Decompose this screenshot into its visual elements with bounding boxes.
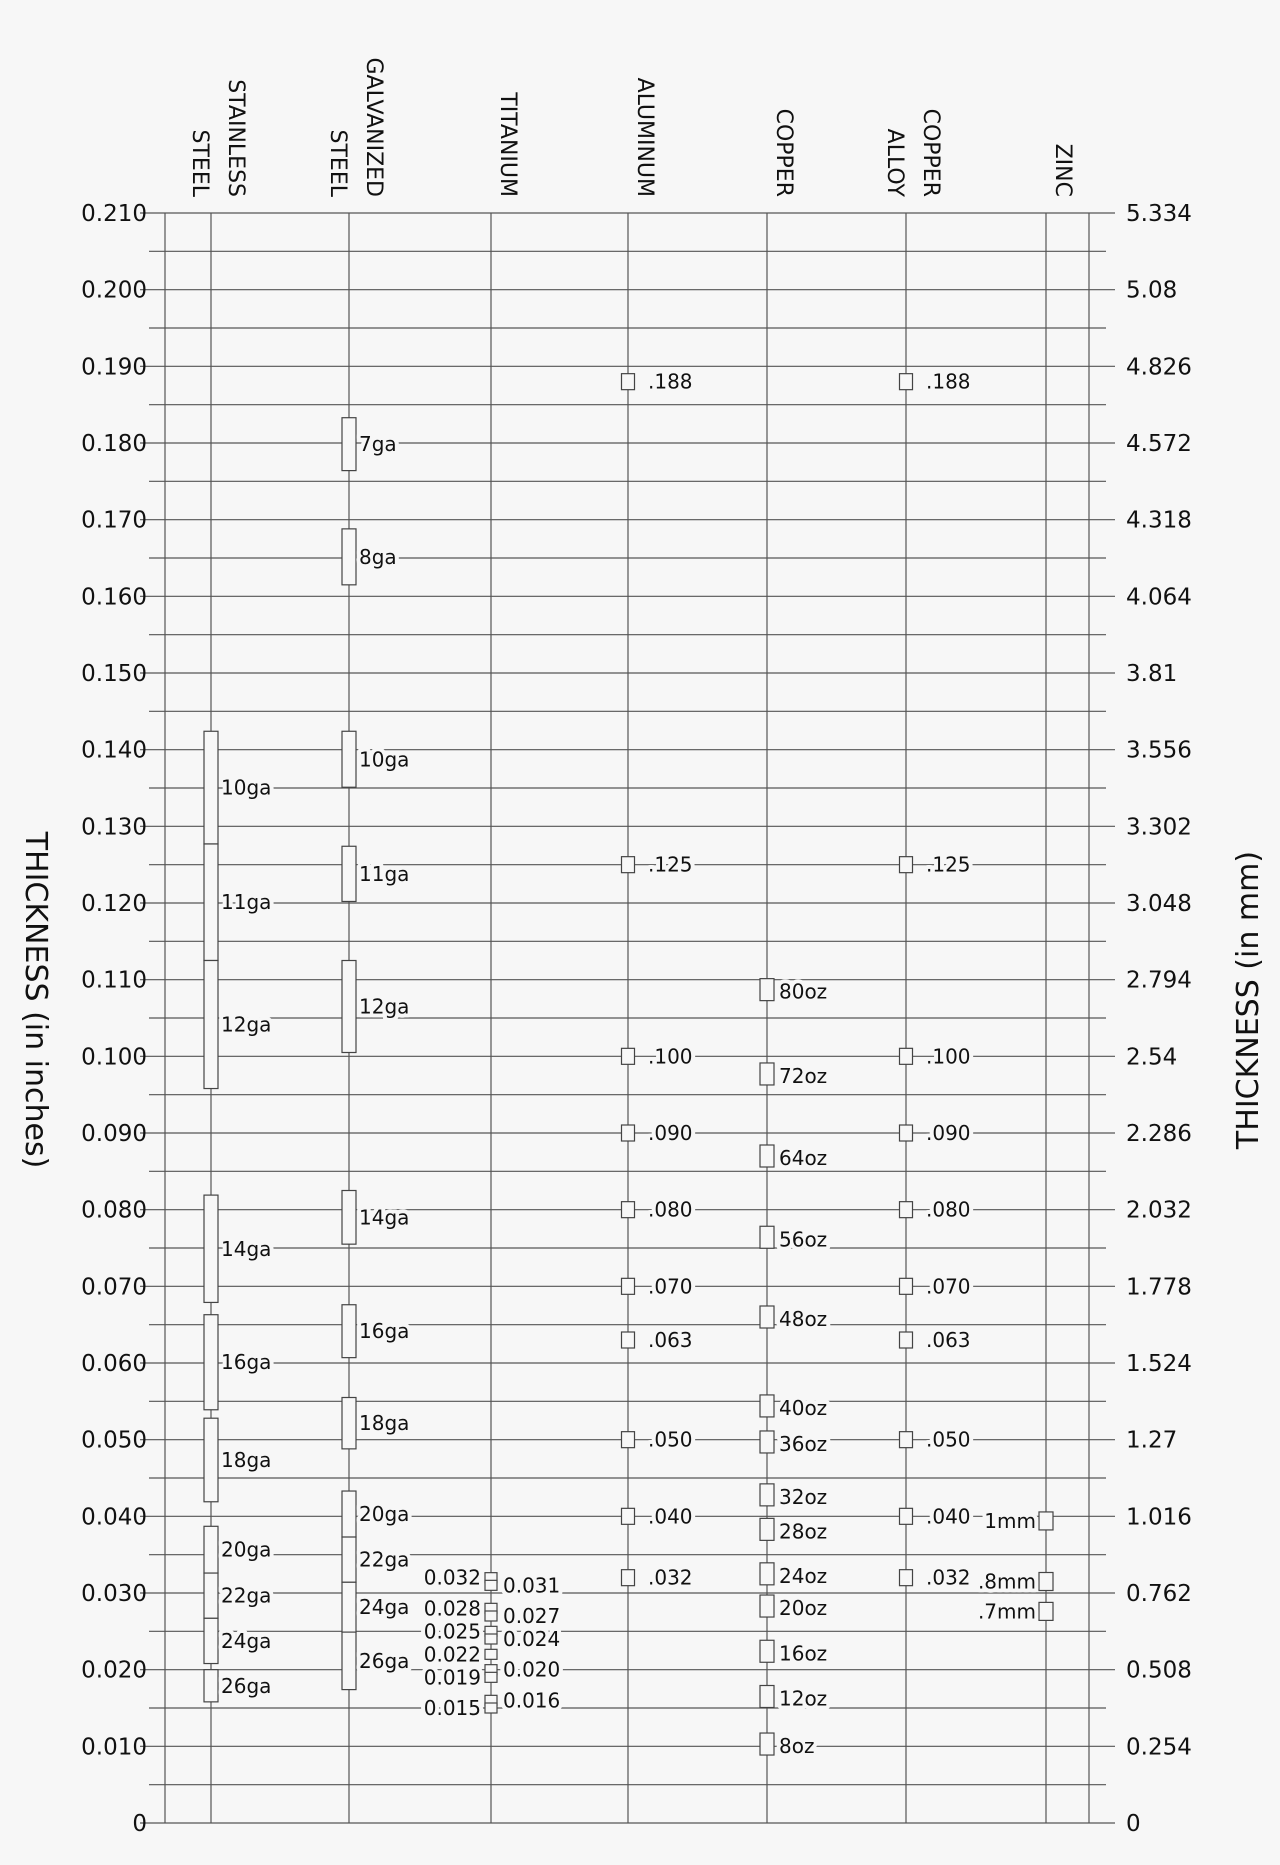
column-header-zinc: ZINC [1050, 143, 1075, 197]
point-marker [622, 374, 635, 390]
mark-titanium-0.022 [424, 1642, 497, 1666]
mark-galvanized-steel-10ga [342, 731, 409, 787]
mark-label: 10ga [221, 775, 272, 800]
range-bar [204, 1618, 218, 1663]
mark-label: .063 [926, 1328, 971, 1352]
column-header-copper-alloy: ALLOY [882, 128, 907, 197]
mark-copper-alloy-.063 [900, 1328, 971, 1352]
point-marker [900, 374, 913, 390]
mark-label: .125 [926, 852, 971, 877]
left-tick-label: 0.130 [81, 814, 147, 841]
mark-label: .7mm [977, 1599, 1036, 1624]
mark-label: 28oz [779, 1519, 828, 1544]
mark-galvanized-steel-18ga [342, 1398, 409, 1449]
mark-label: 26ga [359, 1648, 410, 1673]
point-marker [900, 1125, 913, 1141]
mark-galvanized-steel-16ga [342, 1305, 409, 1358]
right-tick-label: 1.27 [1126, 1427, 1178, 1454]
mark-zinc-.7mm [978, 1599, 1053, 1623]
right-tick-label: 2.794 [1126, 967, 1192, 994]
mark-label: 0.015 [423, 1696, 481, 1720]
range-bar [342, 1191, 356, 1245]
mark-label: .100 [926, 1044, 971, 1069]
mark-label: 14ga [359, 1205, 410, 1230]
mark-galvanized-steel-20ga [342, 1491, 409, 1537]
point-marker [622, 1048, 635, 1064]
mark-galvanized-steel-8ga [342, 529, 397, 585]
mark-aluminum-.100 [622, 1044, 693, 1068]
column-header-stainless-steel: STEEL [187, 129, 212, 197]
left-tick-label: 0.030 [81, 1581, 147, 1607]
mark-copper-24oz [760, 1563, 827, 1588]
mark-aluminum-.063 [622, 1328, 693, 1352]
range-bar [342, 529, 356, 585]
range-bar [204, 731, 218, 844]
point-marker [760, 1595, 774, 1617]
mark-label: .070 [926, 1274, 971, 1299]
mark-copper-80oz [760, 979, 827, 1004]
mark-label: 16oz [779, 1641, 828, 1666]
range-bar [342, 1305, 356, 1358]
mark-copper-alloy-.040 [900, 1504, 971, 1528]
left-tick-label: 0.140 [81, 737, 147, 764]
left-tick-label: 0.100 [81, 1044, 147, 1071]
mark-label: 10ga [359, 747, 410, 772]
right-tick-label: 1.016 [1126, 1504, 1192, 1531]
left-tick-label: 0.040 [81, 1504, 147, 1531]
mark-label: 48oz [779, 1307, 828, 1331]
mark-label: 24ga [359, 1595, 410, 1620]
mark-stainless-steel-16ga [204, 1315, 271, 1410]
mark-galvanized-steel-24ga [342, 1582, 409, 1632]
mark-label: 12oz [779, 1686, 828, 1711]
mark-galvanized-steel-14ga [342, 1191, 409, 1245]
left-tick-label: 0.060 [81, 1351, 147, 1377]
left-tick-label: 0.120 [81, 891, 147, 917]
mark-copper-64oz [760, 1145, 827, 1170]
point-marker [900, 1570, 913, 1586]
mark-copper-72oz [760, 1063, 827, 1088]
point-marker [1039, 1573, 1053, 1591]
mark-label: .040 [926, 1504, 971, 1529]
mark-copper-alloy-.032 [900, 1566, 971, 1590]
mark-stainless-steel-11ga [204, 844, 271, 961]
right-tick-label: 0.254 [1126, 1734, 1192, 1761]
mark-label: .8mm [977, 1569, 1036, 1594]
right-tick-label: 3.556 [1126, 737, 1192, 764]
mark-label: 0.024 [503, 1627, 561, 1651]
left-tick-label: 0.190 [81, 354, 147, 381]
point-marker [622, 1125, 635, 1141]
mark-label: 20ga [221, 1537, 272, 1562]
range-bar [342, 731, 356, 787]
right-tick-label: 1.524 [1126, 1351, 1192, 1377]
mark-label: .063 [648, 1328, 693, 1352]
point-marker [760, 1431, 774, 1453]
point-marker [900, 1278, 913, 1294]
mark-label: 24oz [779, 1563, 828, 1588]
point-marker [760, 1484, 774, 1506]
right-tick-label: 0 [1126, 1811, 1141, 1837]
mark-copper-36oz [760, 1431, 827, 1456]
point-marker [760, 1306, 774, 1328]
mark-label: 0.027 [503, 1604, 561, 1628]
mark-copper-56oz [760, 1226, 827, 1251]
mark-label: 12ga [221, 1012, 272, 1037]
range-bar [204, 1315, 218, 1410]
mark-copper-28oz [760, 1518, 827, 1543]
point-marker [1039, 1512, 1053, 1530]
point-marker [622, 1278, 635, 1294]
mark-aluminum-.032 [622, 1566, 693, 1590]
mark-copper-alloy-.100 [900, 1044, 971, 1068]
mark-label: 18ga [359, 1411, 410, 1436]
column-header-stainless-steel: STAINLESS [223, 79, 248, 197]
mark-label: 0.031 [503, 1573, 561, 1598]
mark-aluminum-.040 [622, 1504, 693, 1528]
mark-label: .070 [648, 1274, 693, 1299]
point-marker [622, 857, 635, 873]
mark-label: 0.028 [423, 1596, 481, 1621]
mark-stainless-steel-20ga [204, 1526, 271, 1573]
column-header-copper: COPPER [771, 108, 796, 197]
mark-stainless-steel-10ga [204, 731, 271, 844]
mark-label: .188 [648, 369, 693, 394]
point-marker [485, 1611, 497, 1621]
mark-copper-alloy-.090 [900, 1121, 971, 1145]
right-tick-label: 4.826 [1126, 354, 1192, 381]
point-marker [760, 1518, 774, 1540]
point-marker [622, 1570, 635, 1586]
right-tick-label: 2.032 [1126, 1197, 1192, 1224]
material-columns [187, 58, 1075, 1824]
column-header-galvanized-steel: STEEL [325, 129, 350, 197]
right-axis-title: THICKNESS (in mm) [1231, 850, 1266, 1150]
right-tick-label: 5.08 [1126, 277, 1178, 304]
mark-label: 20oz [779, 1596, 828, 1621]
mark-aluminum-.080 [622, 1198, 693, 1222]
mark-label: 36oz [779, 1431, 828, 1456]
right-tick-label: 4.064 [1126, 584, 1192, 611]
mark-copper-8oz [760, 1733, 814, 1758]
mark-label: 7ga [359, 432, 397, 457]
mark-label: 40oz [779, 1395, 828, 1420]
point-marker [485, 1649, 497, 1659]
mark-zinc-.8mm [978, 1570, 1053, 1594]
left-tick-label: 0.160 [81, 584, 147, 611]
mark-copper-48oz [760, 1306, 827, 1331]
left-tick-label: 0.080 [81, 1197, 147, 1224]
column-header-copper-alloy: COPPER [918, 108, 943, 197]
mark-label: .050 [926, 1427, 971, 1452]
left-tick-label: 0.200 [81, 277, 147, 304]
point-marker [760, 979, 774, 1001]
mark-label: 16ga [221, 1350, 272, 1375]
right-tick-label: 3.048 [1126, 891, 1192, 917]
right-tick-label: 2.54 [1126, 1044, 1178, 1071]
range-bar [204, 1195, 218, 1302]
left-tick-label: 0.070 [81, 1274, 147, 1301]
column-header-titanium: TITANIUM [495, 92, 520, 197]
mark-label: 0.016 [503, 1688, 561, 1713]
mark-label: .080 [648, 1197, 693, 1222]
mark-aluminum-.070 [622, 1274, 693, 1298]
mark-galvanized-steel-26ga [342, 1632, 409, 1690]
range-bar [342, 961, 356, 1053]
mark-label: .090 [648, 1121, 693, 1145]
mark-copper-20oz [760, 1595, 827, 1620]
right-tick-label: 0.508 [1126, 1657, 1192, 1684]
mark-label: 14ga [221, 1236, 272, 1261]
point-marker [760, 1063, 774, 1085]
mark-label: 0.019 [423, 1665, 481, 1690]
point-marker [760, 1145, 774, 1167]
mark-label: 32oz [779, 1484, 828, 1509]
left-tick-label: 0.090 [81, 1121, 147, 1147]
mark-aluminum-.125 [622, 853, 693, 877]
point-marker [485, 1672, 497, 1682]
mark-label: .040 [648, 1504, 693, 1529]
right-tick-label: 1.778 [1126, 1274, 1192, 1301]
mark-label: .090 [926, 1121, 971, 1145]
range-bar [204, 1418, 218, 1502]
mark-label: .050 [648, 1427, 693, 1452]
range-bar [342, 1398, 356, 1449]
mark-galvanized-steel-22ga [342, 1537, 409, 1582]
mark-label: 64oz [779, 1146, 828, 1170]
mark-stainless-steel-22ga [204, 1573, 271, 1618]
left-tick-label: 0.150 [81, 661, 147, 687]
mark-label: 8oz [779, 1734, 815, 1759]
left-tick-label: 0 [132, 1811, 147, 1837]
point-marker [485, 1703, 497, 1713]
mark-label: 11ga [359, 861, 410, 886]
mark-label: 16ga [359, 1319, 410, 1344]
mark-galvanized-steel-12ga [342, 961, 409, 1053]
range-bar [204, 1670, 218, 1702]
left-tick-label: 0.010 [81, 1734, 147, 1761]
point-marker [622, 1508, 635, 1524]
mark-label: 20ga [359, 1502, 410, 1527]
range-bar [342, 1491, 356, 1537]
mark-zinc-1mm [984, 1509, 1053, 1533]
mark-label: 8ga [359, 544, 397, 569]
mark-label: 12ga [359, 994, 410, 1019]
column-header-galvanized-steel: GALVANIZED [361, 57, 386, 197]
mark-galvanized-steel-11ga [342, 846, 409, 901]
mark-copper-32oz [760, 1484, 827, 1509]
point-marker [760, 1640, 774, 1662]
mark-label: .100 [648, 1044, 693, 1069]
left-tick-label: 0.210 [81, 201, 147, 227]
right-tick-label: 4.318 [1126, 507, 1192, 534]
point-marker [1039, 1602, 1053, 1620]
mark-label: 11ga [221, 890, 272, 915]
mark-copper-alloy-.050 [900, 1428, 971, 1452]
range-bar [204, 1573, 218, 1618]
range-bar [342, 1632, 356, 1690]
left-tick-label: 0.170 [81, 507, 147, 534]
point-marker [485, 1634, 497, 1644]
point-marker [900, 1202, 913, 1218]
point-marker [760, 1226, 774, 1248]
mark-aluminum-.050 [622, 1428, 693, 1452]
mark-label: 0.022 [423, 1642, 481, 1667]
point-marker [900, 857, 913, 873]
mark-stainless-steel-24ga [204, 1618, 271, 1663]
range-bar [204, 961, 218, 1089]
mark-copper-alloy-.070 [900, 1274, 971, 1298]
mark-label: .032 [648, 1565, 693, 1590]
mark-label: 0.025 [423, 1619, 481, 1644]
mark-label: 1mm [984, 1508, 1036, 1533]
left-tick-label: 0.180 [81, 431, 147, 457]
right-tick-label: 4.572 [1126, 431, 1192, 457]
mark-galvanized-steel-7ga [342, 418, 397, 471]
point-marker [622, 1202, 635, 1218]
mark-label: .080 [926, 1197, 971, 1222]
mark-copper-alloy-.188 [900, 370, 971, 394]
point-marker [900, 1332, 913, 1348]
mark-label: .125 [648, 852, 693, 877]
point-marker [760, 1395, 774, 1417]
point-marker [485, 1580, 497, 1590]
range-bar [204, 1526, 218, 1573]
left-tick-label: 0.020 [81, 1657, 147, 1684]
mark-label: .188 [926, 369, 971, 394]
mark-copper-alloy-.080 [900, 1198, 971, 1222]
right-tick-label: 3.81 [1126, 661, 1178, 687]
left-tick-label: 0.050 [81, 1427, 147, 1454]
point-marker [760, 1563, 774, 1585]
mark-label: 0.020 [503, 1657, 561, 1682]
mark-label: 72oz [779, 1063, 828, 1088]
range-bar [204, 844, 218, 961]
mark-aluminum-.090 [622, 1121, 693, 1145]
mark-label: 0.032 [423, 1565, 481, 1590]
mark-label: 22ga [359, 1547, 410, 1572]
range-bar [342, 846, 356, 901]
mark-copper-alloy-.125 [900, 853, 971, 877]
point-marker [900, 1432, 913, 1448]
point-marker [900, 1048, 913, 1064]
point-marker [760, 1686, 774, 1708]
right-tick-label: 2.286 [1126, 1121, 1192, 1147]
right-tick-label: 0.762 [1126, 1581, 1192, 1607]
point-marker [622, 1332, 635, 1348]
range-bar [342, 418, 356, 471]
mark-stainless-steel-18ga [204, 1418, 271, 1502]
left-tick-label: 0.110 [81, 967, 147, 994]
range-bar [342, 1582, 356, 1632]
mark-label: 24ga [221, 1628, 272, 1653]
mark-copper-12oz [760, 1686, 827, 1711]
right-tick-label: 5.334 [1126, 201, 1192, 227]
mark-aluminum-.188 [622, 370, 693, 394]
point-marker [622, 1432, 635, 1448]
mark-stainless-steel-26ga [204, 1670, 271, 1702]
left-axis-title: THICKNESS (in inches) [18, 831, 53, 1169]
mark-label: .032 [926, 1565, 971, 1590]
column-header-aluminum: ALUMINUM [632, 77, 657, 197]
mark-label: 80oz [779, 979, 828, 1004]
mark-label: 22ga [221, 1583, 272, 1608]
point-marker [760, 1733, 774, 1755]
mark-copper-16oz [760, 1640, 827, 1665]
mark-label: 56oz [779, 1227, 828, 1252]
range-bar [342, 1537, 356, 1582]
point-marker [900, 1508, 913, 1524]
right-tick-label: 3.302 [1126, 814, 1192, 841]
mark-label: 18ga [221, 1447, 272, 1472]
mark-copper-40oz [760, 1395, 827, 1420]
mark-label: 26ga [221, 1673, 272, 1698]
